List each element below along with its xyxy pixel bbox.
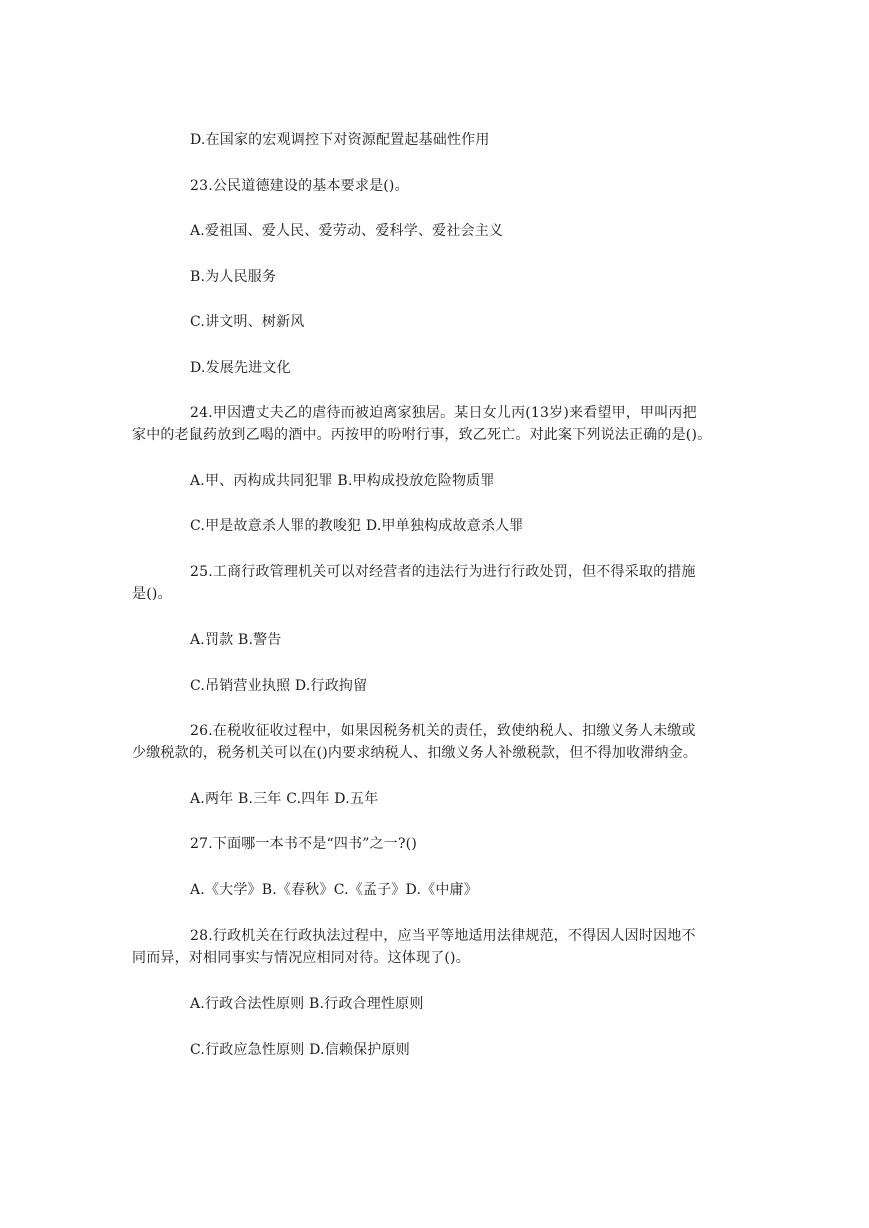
options-cd-q25: C.吊销营业执照 D.行政拘留	[190, 678, 368, 694]
question-23: 23.公民道德建设的基本要求是()。	[190, 178, 409, 194]
question-28	[132, 925, 752, 969]
options-ab-q25: A.罚款 B.警告	[190, 632, 282, 648]
question-25	[132, 561, 752, 605]
options-q26: A.两年 B.三年 C.四年 D.五年	[190, 791, 379, 807]
option-d-q22: D.在国家的宏观调控下对资源配置起基础性作用	[190, 132, 490, 148]
option-b-q23: B.为人民服务	[190, 269, 277, 285]
question-25-line2: 是()。	[132, 586, 172, 602]
question-28-line2: 同而异，对相同事实与情况应相同对待。这体现了()。	[132, 950, 470, 966]
question-24-line1: 24.甲因遭丈夫乙的虐待而被迫离家独居。某日女儿丙(13岁)来看望甲，甲叫丙把	[190, 405, 697, 421]
option-a-q23: A.爱祖国、爱人民、爱劳动、爱科学、爱社会主义	[190, 223, 504, 239]
question-28-line1: 28.行政机关在行政执法过程中，应当平等地适用法律规范，不得因人因时因地不	[190, 928, 696, 944]
question-27: 27.下面哪一本书不是“四书”之一?()	[190, 836, 418, 852]
option-d-q23: D.发展先进文化	[190, 360, 291, 376]
question-26-line1: 26.在税收征收过程中，如果因税务机关的责任，致使纳税人、扣缴义务人未缴或	[190, 723, 696, 739]
question-26	[132, 720, 752, 764]
question-24-line2: 家中的老鼠药放到乙喝的酒中。丙按甲的吩咐行事，致乙死亡。对此案下列说法正确的是()。	[132, 427, 712, 443]
question-24	[132, 402, 752, 446]
options-ab-q24: A.甲、丙构成共同犯罪 B.甲构成投放危险物质罪	[190, 473, 495, 489]
question-26-line2: 少缴税款的，税务机关可以在()内要求纳税人、扣缴义务人补缴税款，但不得加收滞纳金。	[132, 745, 698, 761]
options-q27: A.《大学》B.《春秋》C.《孟子》D.《中庸》	[190, 882, 478, 898]
options-ab-q28: A.行政合法性原则 B.行政合理性原则	[190, 996, 424, 1012]
options-cd-q28: C.行政应急性原则 D.信赖保护原则	[190, 1042, 410, 1058]
option-c-q23: C.讲文明、树新风	[190, 314, 305, 330]
question-25-line1: 25.工商行政管理机关可以对经营者的违法行为进行行政处罚，但不得采取的措施	[190, 564, 696, 580]
options-cd-q24: C.甲是故意杀人罪的教唆犯 D.甲单独构成故意杀人罪	[190, 518, 524, 534]
